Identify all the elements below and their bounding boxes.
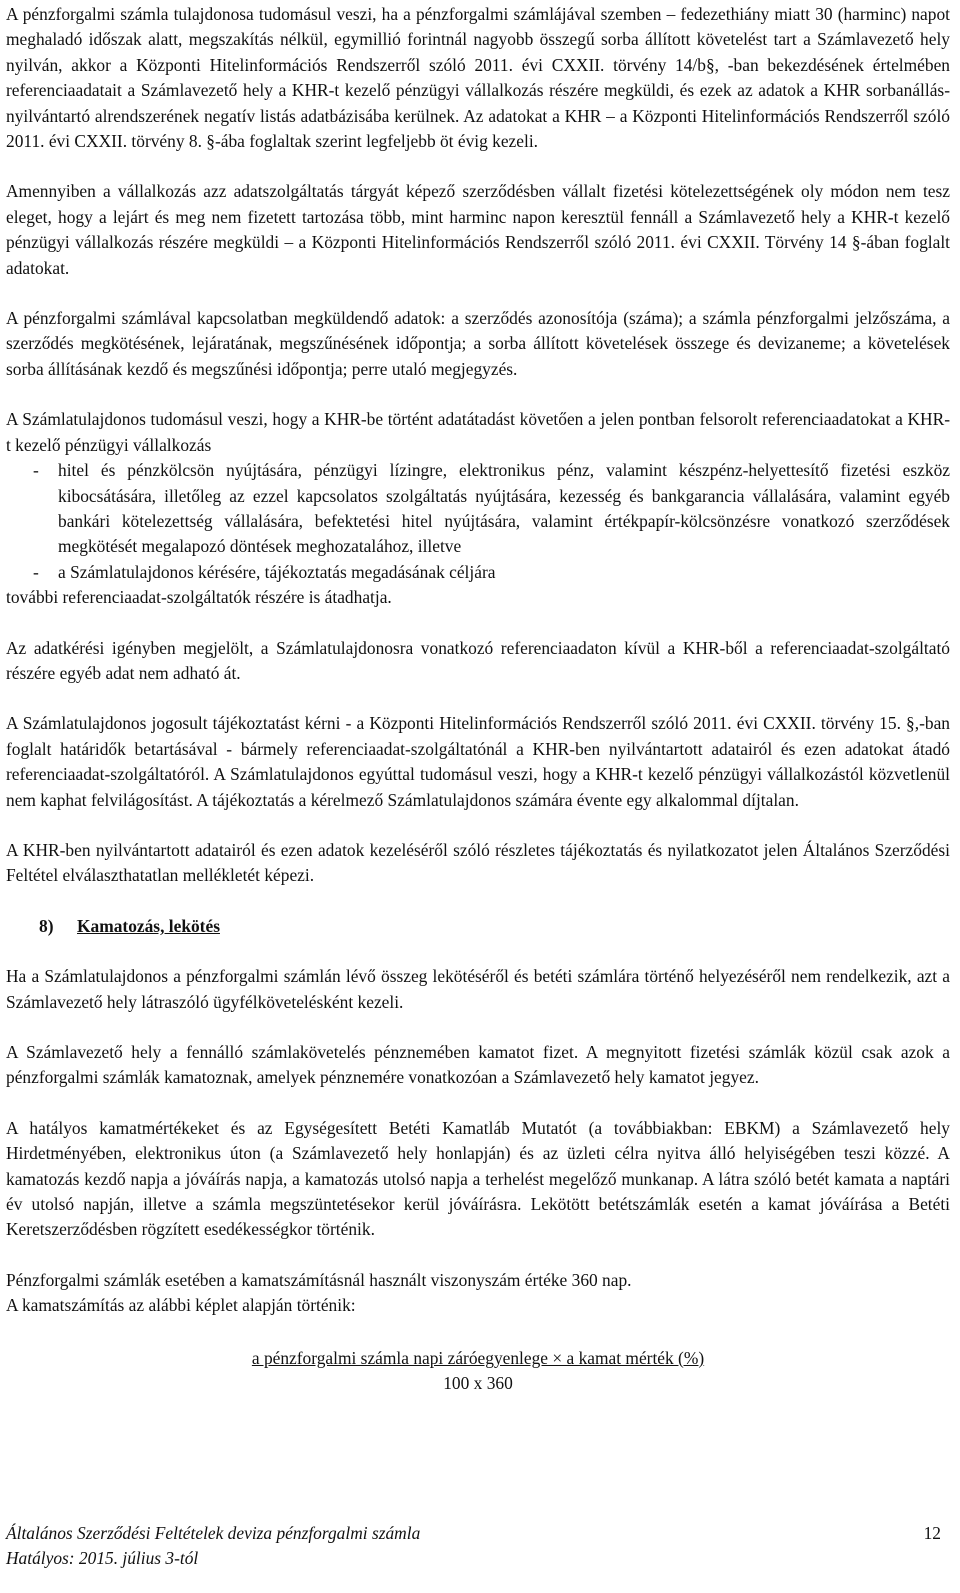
paragraph-transfer-continuation: további referenciaadat-szolgáltatók részére is átadhatja. bbox=[6, 587, 392, 608]
list-item bbox=[6, 458, 950, 560]
paragraph-annex: A KHR-ben nyilvántartott adatairól és ezen adatok kezeléséről szóló részletes tájékoztatás és nyilatkozatot jelen Általános Szerződési Feltétel elválaszthatatlan mellékletét képezi. bbox=[6, 839, 950, 886]
paragraph-khr-negative-list: A pénzforgalmi számla tulajdonosa tudomásul veszi, ha a pénzforgalmi számlájával szemben – fedezethiány miatt 30 (harminc) napot meghaladó időszak alatt, megszakítás nélkül, egymillió forintnál nagyobb összegű sorba állított követelést tart a Számlavezető hely nyilván, akkor a Központi Hitelinformációs Rendszerről szóló 2011. évi CXXII. törvény 14/b§, -ban bekezdésének értelmében referenciaadatait a Számlavezető hely a KHR-t kezelő pénzügyi vállalkozás részére megküldi, és ezek az adatok a KHR sorbanállás-nyilvántartó alrendszerének negatív listás adatbázisába kerülnek. Az adatokat a KHR – a Központi Hitelinformációs Rendszerről szóló 2011. évi CXXII. törvény 8. §-ába foglaltak szerint legfeljebb öt évig kezeli. bbox=[6, 4, 950, 152]
list-bullet: - bbox=[33, 561, 39, 582]
footer-effective-date: Hatályos: 2015. július 3-tól bbox=[6, 1548, 199, 1568]
paragraph-data-transfer: A Számlatulajdonos tudomásul veszi, hogy a KHR-be történt adatátadást követően a jelen pontban felsorolt referenciaadatokat a KHR-t kezelő pénzügyi vállalkozás bbox=[6, 409, 950, 455]
paragraph-day-count: Pénzforgalmi számlák esetében a kamatszámításnál használt viszonyszám értéke 360 nap. bbox=[6, 1269, 632, 1290]
list-item-text: hitel és pénzkölcsön nyújtására, pénzügyi lízingre, elektronikus pénz, valamint készpénz-helyettesítő fizetési eszköz kibocsátására, illetőleg az ezzel kapcsolatos szolgáltatás nyújtására, kezesség és bankgarancia vállalására, valamint egyéb bankári kötelezettség vállalására, befektetési hitel nyújtására, valamint értékpapír-kölcsönzésre vonatkozó szerződések megkötését megalapozó döntések meghozatalához, illetve bbox=[58, 460, 950, 557]
section-heading bbox=[6, 914, 950, 939]
formula-numerator: a pénzforgalmi számla napi záróegyenlege × a kamat mérték (%) bbox=[251, 1347, 705, 1368]
paragraph-sight-claim: Ha a Számlatulajdonos a pénzforgalmi számlán lévő összeg lekötéséről és betéti számlára történő helyezéséről nem rendelkezik, azt a Számlavezető hely látraszóló ügyfélkövetelésként kezeli. bbox=[6, 966, 950, 1012]
paragraph-data-request: Az adatkérési igényben megjelölt, a Számlatulajdonosra vonatkozó referenciaadaton kívül a KHR-ből a referenciaadat-szolgáltató részére egyéb adat nem adható át. bbox=[6, 637, 950, 683]
paragraph-interest-payment: A Számlavezető hely a fennálló számlakövetelés pénznemében kamatot fizet. A megnyitott fizetési számlák közül csak azok a pénzforgalmi számlák kamatoznak, amelyek pénznemére vonatkozóan a Számlavezető hely kamatot jegyez. bbox=[6, 1042, 950, 1088]
page-footer bbox=[6, 1521, 941, 1571]
list-item-text: a Számlatulajdonos kérésére, tájékoztatás megadásának céljára bbox=[58, 561, 496, 582]
list-bullet: - bbox=[33, 460, 39, 481]
footer-document-title: Általános Szerződési Feltételek deviza pénzforgalmi számla bbox=[6, 1523, 421, 1543]
formula-denominator: 100 x 360 bbox=[443, 1373, 513, 1394]
paragraph-overdue-debt: Amennyiben a vállalkozás azz adatszolgáltatás tárgyát képező szerződésben vállalt fizetési kötelezettségének oly módon nem tesz eleget, hogy a lejárt és meg nem fizetett tartozása több, mint harminc napon keresztül fennáll a Számlavezető hely a KHR-t kezelő pénzügyi vállalkozás részére megküldi – a Központi Hitelinformációs Rendszerről szóló 2011. évi CXXII. Törvény 14 §-ában foglalt adatokat. bbox=[6, 181, 950, 278]
paragraph-information-right: A Számlatulajdonos jogosult tájékoztatást kérni - a Központi Hitelinformációs Rendszerről szóló 2011. évi CXXII. törvény 15. §,-ban foglalt határidők betartásával - bármely referenciaadat-szolgáltatónál a KHR-ben nyilvántartott adatairól és ezen adatokat átadó referenciaadat-szolgáltatóról. A Számlatulajdonos egyúttal tudomásul veszi, hogy a KHR-t kezelő pénzügyi vállalkozástól közvetlenül nem kaphat felvilágosítást. A tájékoztatás a kérelmező Számlatulajdonos számára évente egy alkalommal díjtalan. bbox=[6, 713, 950, 810]
interest-formula bbox=[6, 1346, 950, 1397]
document-page bbox=[6, 0, 950, 1396]
section-title: Kamatozás, lekötés bbox=[77, 915, 220, 936]
paragraph-data-to-send: A pénzforgalmi számlával kapcsolatban megküldendő adatok: a szerződés azonosítója (száma); a számla pénzforgalmi jelzőszáma, a szerződés megkötésének, lejáratának, megszűnésének időpontja; a sorba állított követelések összege és devizaneme; a követelések sorba állításának kezdő és megszűnési időpontja; perre utaló megjegyzés. bbox=[6, 308, 950, 379]
list-item bbox=[6, 560, 950, 585]
section-number: 8) bbox=[39, 915, 54, 936]
paragraph-formula-intro: A kamatszámítás az alábbi képlet alapján történik: bbox=[6, 1295, 356, 1316]
paragraph-interest-rates: A hatályos kamatmértékeket és az Egységesített Betéti Kamatláb Mutatót (a továbbiakban: EBKM) a Számlavezető hely Hirdetményében, elektronikus úton (a Számlavezető hely honlapján) és az üzleti célra nyitva álló helyiségében teszi közzé. A kamatozás kezdő napja a jóváírás napja, a kamatozás utolsó napja a terhelést megelőző munkanap. A látra szóló betét kamata a naptári év utolsó napján, illetve a számla megszüntetésekor kerül jóváírásra. Lekötött betétszámlák esetén a kamat jóváírása a Betéti Keretszerződésben rögzített esedékességkor történik. bbox=[6, 1117, 950, 1240]
page-number: 12 bbox=[923, 1523, 941, 1543]
